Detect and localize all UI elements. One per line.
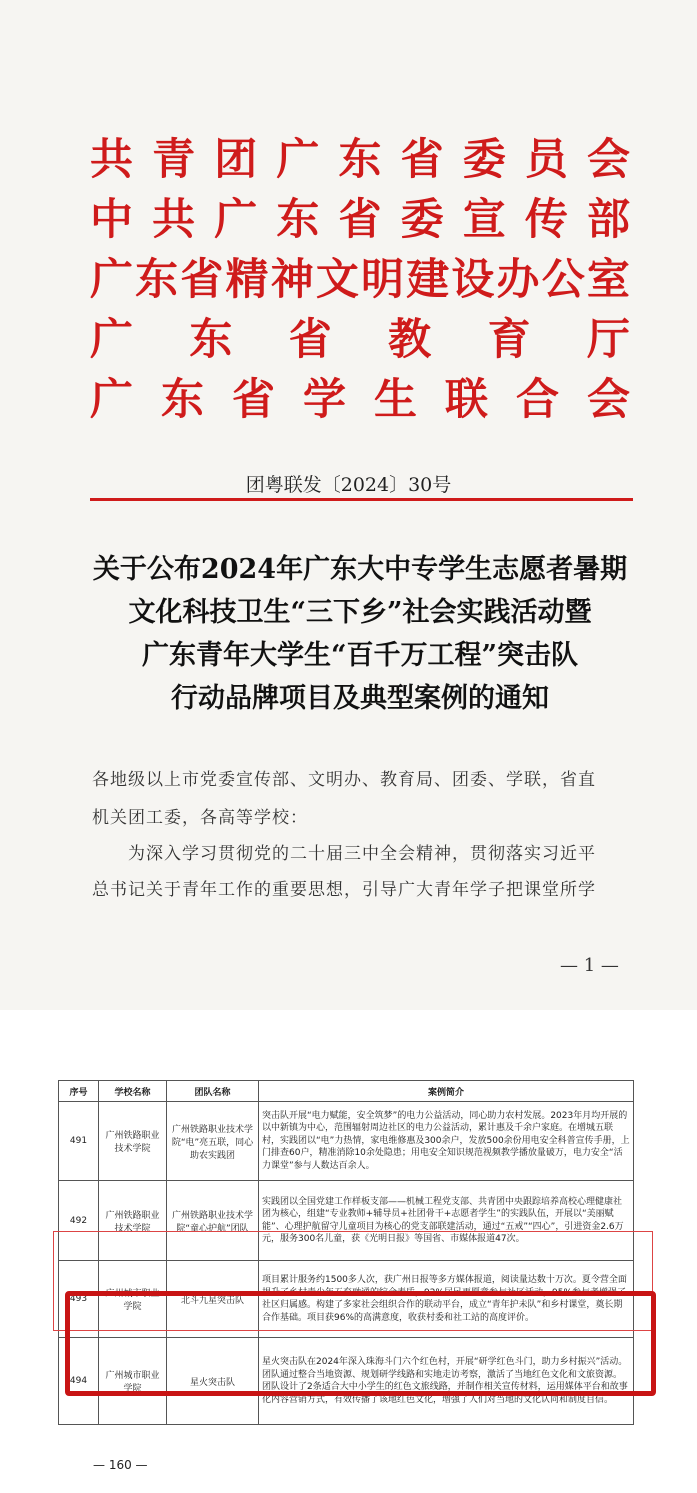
row-team: 广州铁路职业技术学院“电”亮五联，同心助农实践团 (167, 1102, 259, 1181)
issuer-char: 室 (586, 254, 630, 305)
issuer-char: 广 (90, 374, 133, 425)
issuer-char: 省 (338, 194, 382, 245)
row-number: 491 (59, 1102, 99, 1181)
issuer-char: 会 (587, 374, 630, 425)
row-summary: 项目累计服务约1500多人次，获广州日报等多方媒体报道，阅读量达数十万次。夏令营全面提升了乡村青少年五育融通的综合素质，92%居民更愿意参与社区活动，95%参与者增强了社区归属感。构建了多家社会组织合作的联动平台，成立“青年护未队”和乡村课堂，奠长期合作基础。项目获96%的高满意度，收获村委和社工站的高度评价。 (259, 1261, 634, 1338)
header-number: 序号 (59, 1081, 99, 1102)
table-row-highlighted (59, 1338, 634, 1425)
row-number: 493 (59, 1261, 99, 1338)
body-line: 各地级以上市党委宣传部、文明办、教育局、团委、学联，省直 (92, 770, 596, 790)
page-number: — 1 — (560, 955, 619, 976)
header-school: 学校名称 (99, 1081, 167, 1102)
issuer-char: 教 (388, 314, 432, 365)
row-summary: 突击队开展“电力赋能，安全筑梦”的电力公益活动，同心助力农村发展。2023年月均开展的以中新镇为中心，范围辐射周边社区的电力公益活动，累计惠及千余户家庭。在增城五联村，实践团以“电”力热情，家电维修惠及300余户，发放500余份用电安全科普宣传手册，上门排查60户，精准消除10余处隐患；用电安全知识规范视频教学播放量破万，电力安全“活力课堂”参与人数达百余人。 (259, 1102, 634, 1181)
issuer-char: 文 (315, 254, 359, 305)
issuer-char: 育 (487, 314, 531, 365)
document-page-160 (0, 1010, 697, 1493)
issuer-char: 省 (180, 254, 224, 305)
issuer-char: 精 (225, 254, 269, 305)
issuer-char: 广 (90, 314, 133, 365)
table-row (59, 1261, 634, 1338)
issuer-char: 东 (135, 254, 179, 305)
issuer-char: 联 (445, 374, 488, 425)
row-team: 星火突击队 (167, 1338, 259, 1425)
row-school: 广州铁路职业技术学院 (99, 1102, 167, 1181)
issuer-char: 共 (90, 134, 133, 185)
issuer-char: 广 (90, 254, 133, 305)
issuer-char: 传 (524, 194, 568, 245)
issuer-char: 生 (374, 374, 417, 425)
document-number: 团粤联发〔2024〕30号 (245, 474, 452, 496)
body-line: 机关团工委，各高等学校： (92, 808, 308, 828)
issuer-char: 中 (90, 194, 133, 245)
notice-title (60, 548, 660, 720)
row-team: 广州铁路职业技术学院“童心护航”团队 (167, 1181, 259, 1261)
row-school: 广州铁路职业技术学院 (99, 1181, 167, 1261)
issuer-char: 厅 (586, 314, 630, 365)
row-summary: 实践团以全国党建工作样板支部——机械工程党支部、共青团中央跟踪培养高校心理健康社团为核心，组建“专业教师+辅导员+社团骨干+志愿者学生”的实践队伍，开展以“美丽赋能”、心理护航留守儿童项目为核心的党支部联建活动，通过“五戒”“四心”，引进资金2.6万元，服务300名儿童，获《光明日报》等国省、市媒体报道47次。 (259, 1181, 634, 1261)
issuer-char: 合 (516, 374, 559, 425)
title-line: 广东青年大学生“百千万工程”突击队 (141, 640, 579, 671)
title-line: 关于公布2024年广东大中专学生志愿者暑期 (92, 554, 628, 585)
issuer-char: 公 (541, 254, 585, 305)
body-line: 为深入学习贯彻党的二十届三中全会精神，贯彻落实习近平 (92, 844, 596, 864)
issuer-char: 委 (400, 194, 444, 245)
issuer-char: 东 (276, 194, 320, 245)
issuer-char: 会 (587, 134, 630, 185)
issuer-char: 学 (303, 374, 346, 425)
issuer-char: 东 (338, 134, 382, 185)
issuer-char: 宣 (462, 194, 506, 245)
title-line: 行动品牌项目及典型案例的通知 (171, 683, 549, 714)
issuer-char: 东 (161, 374, 204, 425)
row-team: 北斗九星突击队 (167, 1261, 259, 1338)
issuer-char: 省 (400, 134, 444, 185)
issuer-char: 东 (189, 314, 233, 365)
row-number: 494 (59, 1338, 99, 1425)
row-school: 广州城市职业学院 (99, 1338, 167, 1425)
issuer-char: 团 (214, 134, 258, 185)
issuer-char: 员 (524, 134, 568, 185)
issuer-char: 办 (496, 254, 540, 305)
issuer-name-line (90, 190, 630, 245)
issuer-name-line (90, 130, 630, 185)
issuer-char: 广 (276, 134, 320, 185)
issuer-char: 部 (587, 194, 630, 245)
issuer-char: 省 (232, 374, 275, 425)
row-number: 492 (59, 1181, 99, 1261)
row-summary: 星火突击队在2024年深入珠海斗门六个红色村，开展“研学红色斗门，助力乡村振兴”活动。团队通过整合当地资源、规划研学线路和实地走访考察，激活了当地红色文化和文旅资源。团队设计了2条适合大中小学生的红色文旅线路，并制作相关宣传材料，运用媒体平台和故事化内容营销方式，有效传播了该地红色文化，增强了人们对当地的文化认同和制度自信。 (259, 1338, 634, 1425)
issuer-name-line (90, 310, 630, 365)
issuer-char: 省 (288, 314, 332, 365)
issuer-char: 明 (361, 254, 405, 305)
table-row (59, 1102, 634, 1181)
issuer-name-line (90, 250, 630, 305)
title-line: 文化科技卫生“三下乡”社会实践活动暨 (128, 597, 592, 628)
issuer-char: 神 (270, 254, 314, 305)
row-school: 广州城市职业学院 (99, 1261, 167, 1338)
header-team: 团队名称 (167, 1081, 259, 1102)
red-divider-rule (90, 498, 633, 501)
case-table (58, 1080, 634, 1425)
issuer-char: 共 (152, 194, 196, 245)
issuer-char: 广 (214, 194, 258, 245)
issuer-char: 建 (406, 254, 450, 305)
issuer-name-line (90, 370, 630, 425)
table-header-row (59, 1081, 634, 1102)
body-line: 总书记关于青年工作的重要思想，引导广大青年学子把课堂所学 (92, 880, 596, 900)
issuer-char: 委 (462, 134, 506, 185)
page-number: — 160 — (93, 1458, 148, 1472)
issuer-char: 青 (152, 134, 196, 185)
header-summary: 案例简介 (259, 1081, 634, 1102)
table-row (59, 1181, 634, 1261)
issuer-char: 设 (451, 254, 495, 305)
